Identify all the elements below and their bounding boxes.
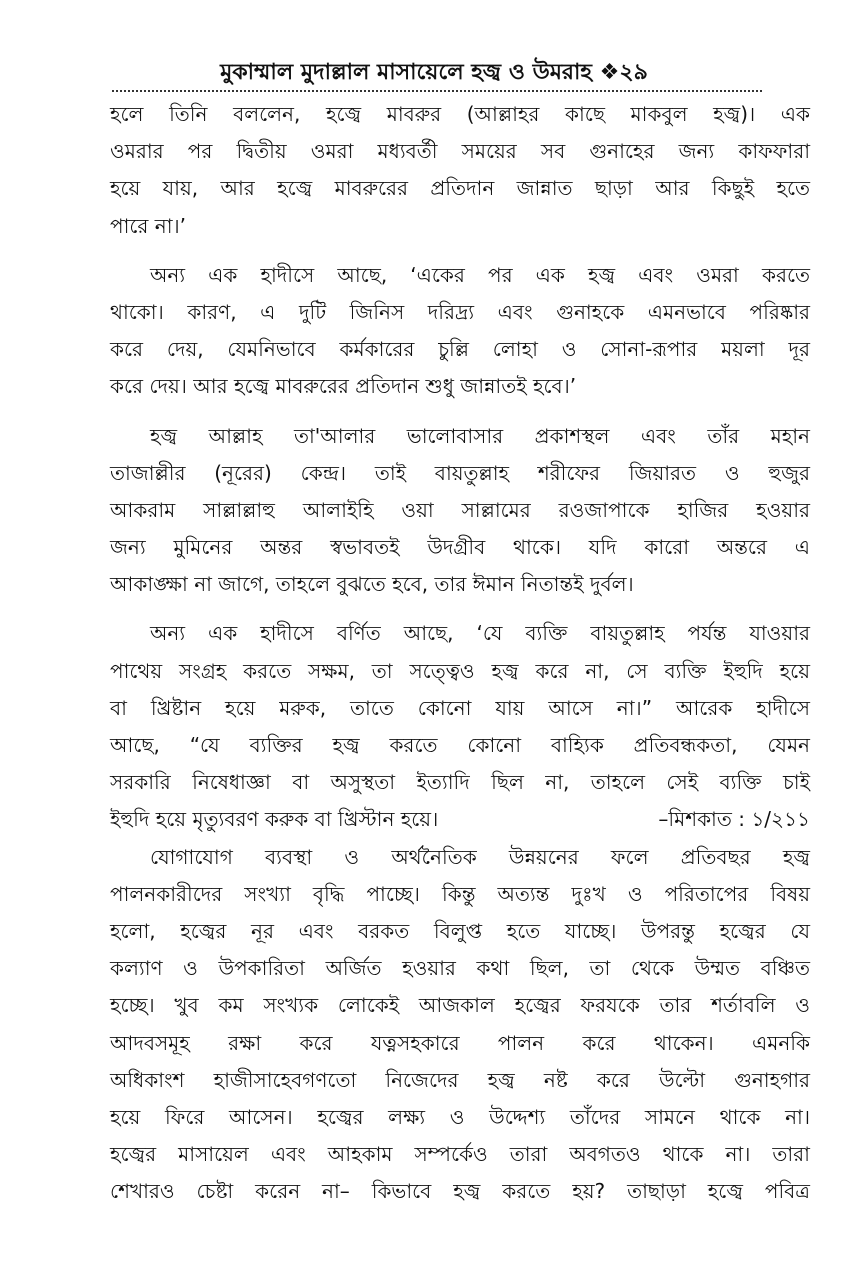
- text-line-with-citation: [110, 801, 810, 838]
- text-line: জন্য মুমিনের অন্তর স্বভাবতই উদগ্রীব থাকে। যদি কারো অন্তরে এ: [110, 535, 810, 560]
- paragraph-2: [110, 257, 810, 406]
- text-line: পারে না।’: [110, 213, 187, 238]
- text-line: আদবসমূহ রক্ষা করে যত্নসহকারে পালন করে থাকেন। এমনকি: [110, 1030, 810, 1055]
- text-line: অন্য এক হাদীসে আছে, ‘একের পর এক হজ্ব এবং ওমরা করতে: [150, 262, 810, 287]
- text-line: সরকারি নিষেধাজ্ঞা বা অসুস্থতা ইত্যাদি ছিল না, তাহলে সেই ব্যক্তি চাই: [110, 770, 810, 795]
- text-line: হজ্বের মাসায়েল এবং আহকাম সম্পর্কেও তারা অবগতও থাকে না। তারা: [110, 1142, 810, 1167]
- text-line: আকরাম সাল্লাল্লাহু আলাইহি ওয়া সাল্লামের রওজাপাকে হাজির হওয়ার: [110, 497, 810, 522]
- text-line: থাকো। কারণ, এ দুটি জিনিস দরিদ্র্য এবং গুনাহকে এমনভাবে পরিষ্কার: [110, 299, 810, 324]
- text-line: পাথেয় সংগ্রহ করতে সক্ষম, তা সত্ত্বেও হজ্ব করে না, সে ব্যক্তি ইহুদি হয়ে: [110, 658, 810, 683]
- text-line: অধিকাংশ হাজীসাহেবগণতো নিজেদের হজ্ব নষ্ট করে উল্টো গুনাহগার: [110, 1067, 810, 1092]
- text-line: শেখারও চেষ্টা করেন না– কিভাবে হজ্ব করতে হয়? তাছাড়া হজ্বে পবিত্র: [110, 1179, 810, 1204]
- paragraph-1: [110, 96, 810, 245]
- running-header: মুকাম্মাল মুদাল্লাল মাসায়েলে হজ্ব ও উমরাহ ❖২৯: [220, 60, 648, 85]
- paragraph-3: [110, 418, 810, 604]
- text-line: যোগাযোগ ব্যবস্থা ও অর্থনৈতিক উন্নয়নের ফলে প্রতিবছর হজ্ব: [150, 844, 810, 869]
- paragraph-4: [110, 615, 810, 838]
- text-line: আকাঙ্ক্ষা না জাগে, তাহলে বুঝতে হবে, তার ঈমান নিতান্তই দুর্বল।: [110, 572, 634, 597]
- text-line: করে দেয়, যেমনিভাবে কর্মকারের চুল্লি লোহা ও সোনা-রূপার ময়লা দূর: [110, 337, 810, 362]
- text-line: ওমরার পর দ্বিতীয় ওমরা মধ্যবর্তী সময়ের সব গুনাহের জন্য কাফফারা: [110, 139, 810, 164]
- text-line: আছে, “যে ব্যক্তির হজ্ব করতে কোনো বাহ্যিক প্রতিবন্ধকতা, যেমন: [110, 733, 810, 757]
- text-line: হজ্ব আল্লাহ তা'আলার ভালোবাসার প্রকাশস্থল এবং তাঁর মহান: [150, 423, 810, 448]
- header-dotted-rule: [112, 90, 762, 92]
- paragraph-5: [110, 839, 810, 1211]
- text-line: হচ্ছে। খুব কম সংখ্যক লোকেই আজকাল হজ্বের ফরযকে তার শর্তাবলি ও: [110, 993, 810, 1018]
- text-line: অন্য এক হাদীসে বর্ণিত আছে, ‘যে ব্যক্তি বায়তুল্লাহ পর্যন্ত যাওয়ার: [150, 621, 810, 646]
- text-line: হয়ে যায়, আর হজ্বে মাবরুরের প্রতিদান জান্নাত ছাড়া আর কিছুই হতে: [110, 176, 810, 201]
- text-line: কল্যাণ ও উপকারিতা অর্জিত হওয়ার কথা ছিল, তা থেকে উম্মত বঞ্চিত: [110, 956, 810, 981]
- text-line: পালনকারীদের সংখ্যা বৃদ্ধি পাচ্ছে। কিন্তু অত্যন্ত দুঃখ ও পরিতাপের বিষয়: [110, 881, 810, 906]
- text-line: হলে তিনি বললেন, হজ্বে মাবরুর (আল্লাহর কাছে মাকবুল হজ্ব)। এক: [110, 102, 810, 126]
- body-text: [110, 96, 810, 1210]
- text-line: তাজাল্লীর (নূরের) কেন্দ্র। তাই বায়তুল্লাহ শরীফের জিয়ারত ও হুজুর: [110, 460, 810, 485]
- final-line-text: ইহুদি হয়ে মৃত্যুবরণ করুক বা খ্রিস্টান হয়ে।: [110, 807, 439, 832]
- citation: –মিশকাত : ১/২১১: [658, 807, 810, 832]
- text-line: বা খ্রিষ্টান হয়ে মরুক, তাতে কোনো যায় আসে না।” আরেক হাদীসে: [110, 695, 810, 720]
- text-line: করে দেয়। আর হজ্বে মাবরুরের প্রতিদান শুধু জান্নাতই হবে।’: [110, 374, 577, 399]
- text-line: হলো, হজ্বের নূর এবং বরকত বিলুপ্ত হতে যাচ্ছে। উপরন্তু হজ্বের যে: [110, 918, 810, 943]
- text-line: হয়ে ফিরে আসেন। হজ্বের লক্ষ্য ও উদ্দেশ্য তাঁদের সামনে থাকে না।: [110, 1104, 810, 1129]
